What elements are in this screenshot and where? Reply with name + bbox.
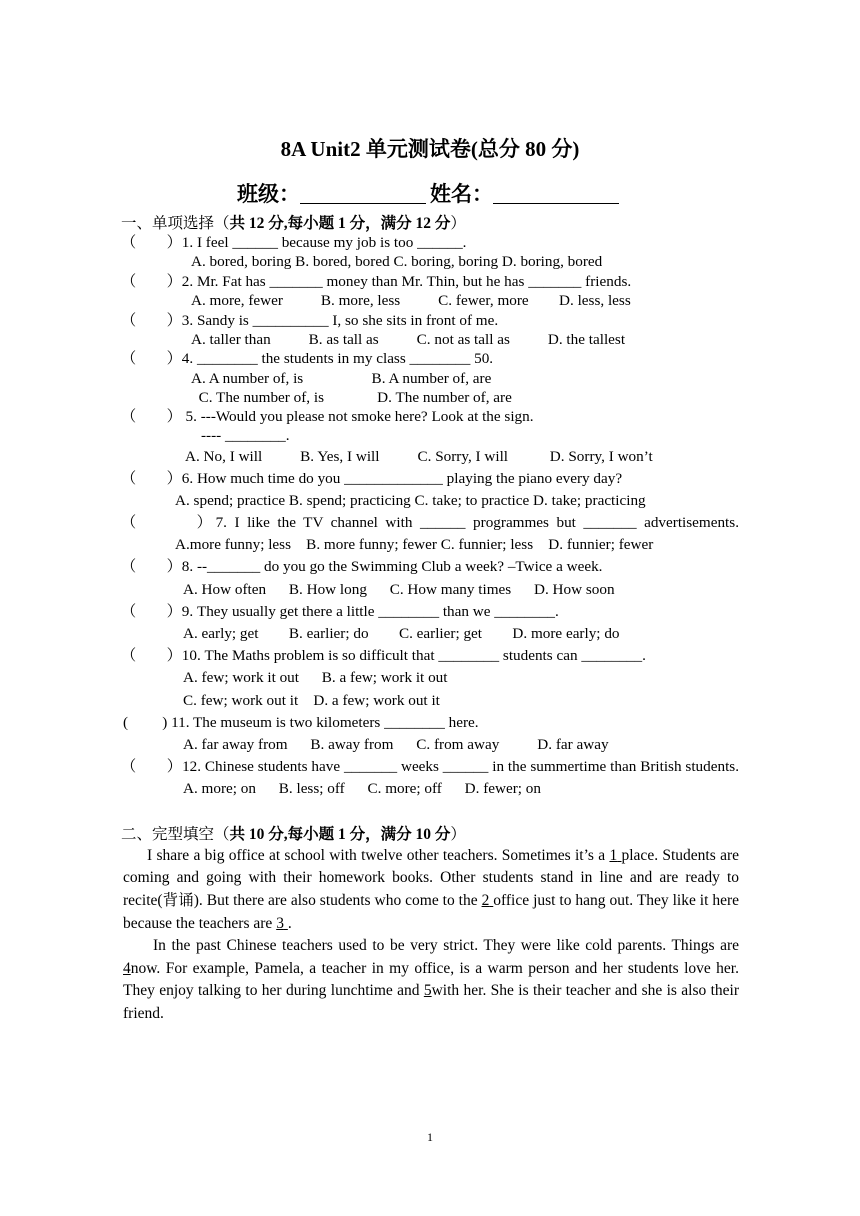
question-3: （ ）3. Sandy is __________ I, so she sits in front of me.: [121, 312, 499, 330]
question-10-options-b: C. few; work out it D. a few; work out it: [183, 691, 440, 709]
question-4: （ ）4. ________ the students in my class ________ 50.: [121, 350, 494, 368]
blank-2[interactable]: 2: [481, 892, 490, 910]
section-1-heading: 一、单项选择（共 12 分,每小题 1 分，满分 12 分）: [121, 215, 466, 232]
question-2-options: A. more, fewer B. more, less C. fewer, more D. less, less: [191, 291, 631, 309]
question-1: （ ）1. I feel ______ because my job is too ______.: [121, 234, 467, 252]
question-6: （ ）6. How much time do you _____________ playing the piano every day?: [121, 469, 623, 487]
question-2: （ ）2. Mr. Fat has _______ money than Mr. Thin, but he has _______ friends.: [121, 272, 632, 290]
passage-paragraph-1: I share a big office at school with twelve other teachers. Sometimes it’s a 1 place. Students are coming and going with their homework books. Other students stand in line and are ready to recite(背诵). But there are also students who come to the 2 office just to hang out. They like it here because the teachers are 3 .: [123, 846, 740, 932]
question-10: （ ）10. The Maths problem is so difficult that ________ students can ________.: [121, 647, 646, 665]
question-7: （ ）7. I like the TV channel with ______ programmes but _______ advertisements.: [121, 514, 739, 532]
name-blank[interactable]: [493, 183, 619, 204]
question-9: （ ）9. They usually get there a little ________ than we ________.: [121, 602, 559, 620]
question-5-line: ---- ________.: [201, 427, 290, 445]
question-9-options: A. early; get B. earlier; do C. earlier; get D. more early; do: [183, 625, 620, 643]
blank-4[interactable]: 4: [123, 959, 131, 977]
name-label: 姓名：: [430, 182, 493, 206]
question-5: （ ） 5. ---Would you please not smoke here? Look at the sign.: [121, 408, 534, 426]
question-4-options-b: C. The number of, is D. The number of, are: [191, 388, 512, 406]
page-title: 8A Unit2 单元测试卷(总分 80 分): [280, 137, 580, 161]
name-row: [0, 178, 860, 208]
passage-paragraph-2: In the past Chinese teachers used to be very strict. They were like cold parents. Things are 4now. For example, Pamela, a teacher in my office, is a warm person and her students love her. They enjoy talking to her during lunchtime and 5with her. She is their teacher and she is also their friend.: [123, 937, 739, 1023]
page-number: 1: [427, 1130, 433, 1144]
question-12: （ ）12. Chinese students have _______ weeks ______ in the summertime than British students.: [121, 758, 739, 776]
question-11: ( ) 11. The museum is two kilometers ________ here.: [123, 713, 479, 731]
question-7-options: A.more funny; less B. more funny; fewer C. funnier; less D. funnier; fewer: [175, 536, 654, 554]
question-6-options: A. spend; practice B. spend; practicing C. take; to practice D. take; practicing: [175, 491, 646, 509]
question-4-options-a: A. A number of, is B. A number of, are: [191, 369, 492, 387]
blank-1[interactable]: 1: [609, 846, 618, 864]
exam-content: [123, 214, 739, 1026]
question-11-options: A. far away from B. away from C. from away D. far away: [183, 736, 609, 754]
question-8: （ ）8. --_______ do you go the Swimming Club a week? –Twice a week.: [121, 558, 603, 576]
class-blank[interactable]: [300, 183, 426, 204]
section-2-heading: 二、完型填空（共 10 分,每小题 1 分，满分 10 分）: [121, 825, 466, 843]
question-8-options: A. How often B. How long C. How many times D. How soon: [183, 580, 615, 598]
question-1-options: A. bored, boring B. bored, bored C. boring, boring D. boring, bored: [191, 253, 603, 271]
question-3-options: A. taller than B. as tall as C. not as tall as D. the tallest: [191, 331, 626, 349]
question-10-options-a: A. few; work it out B. a few; work it out: [183, 669, 448, 687]
question-12-options: A. more; on B. less; off C. more; off D. fewer; on: [183, 780, 541, 798]
class-label: 班级：: [237, 182, 300, 206]
question-5-options: A. No, I will B. Yes, I will C. Sorry, I will D. Sorry, I won’t: [185, 448, 653, 466]
blank-3[interactable]: 3: [276, 914, 284, 932]
blank-5[interactable]: 5: [423, 982, 432, 1000]
